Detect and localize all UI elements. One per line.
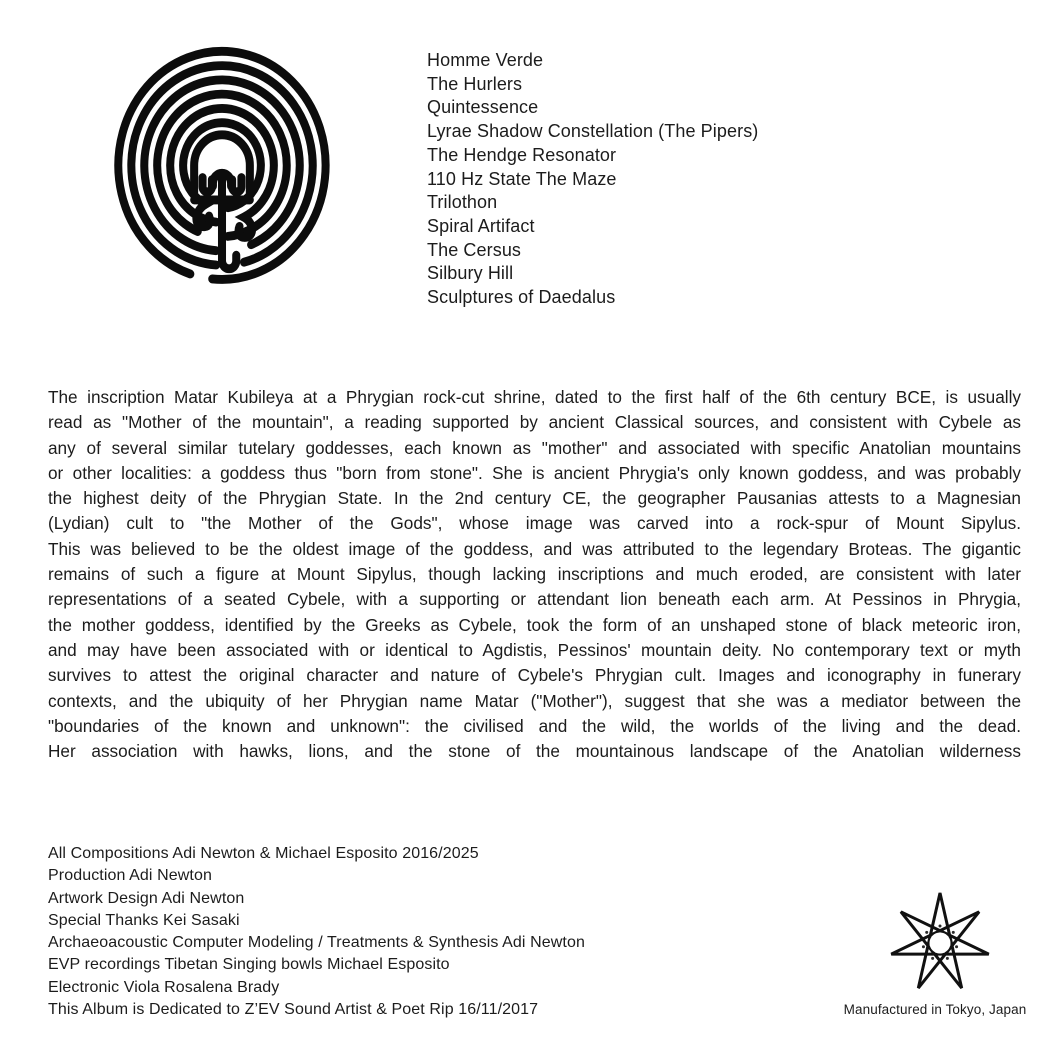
credit-line: All Compositions Adi Newton & Michael Esposito 2016/2025 [48,845,479,862]
liner-notes-line: "boundaries of the known and unknown": the civilised and the wild, the worlds of the living and the dead. [48,715,1021,736]
star-center-circle [930,933,951,954]
liner-notes-line: contexts, and the ubiquity of her Phrygian name Matar ("Mother"), suggest that she was a mediator between the [48,690,1021,711]
liner-notes-line: This was believed to be the oldest image of the goddess, and was attributed to the legendary Broteas. The gigantic [48,538,1021,559]
track-title: Silbury Hill [427,263,514,284]
liner-notes-line: Her association with hawks, lions, and the stone of the mountainous landscape of the Anatolian wilderness [48,741,1021,762]
heptagram-star-icon [883,886,997,1000]
track-title: Spiral Artifact [427,215,535,236]
credit-line: This Album is Dedicated to Z’EV Sound Artist & Poet Rip 16/11/2017 [48,1001,539,1019]
credit-line: Artwork Design Adi Newton [48,889,245,907]
credit-line: Special Thanks Kei Sasaki [48,911,240,929]
credits-block [48,843,585,1021]
liner-notes-line: any of several similar tutelary goddesses, each known as "mother" and associated with specific Anatolian mountains [48,437,1021,458]
track-title: 110 Hz State The Maze [427,168,617,189]
track-title: Trilothon [427,192,498,213]
track-title: The Hendge Resonator [427,144,617,165]
credit-line: EVP recordings Tibetan Singing bowls Michael Esposito [48,956,450,974]
credit-line: Production Adi Newton [48,867,212,885]
liner-notes-line: survives to attest the original character and nature of Cybele's Phrygian cult. Images and iconography in funerary [48,665,1021,686]
credit-line: Archaeoacoustic Computer Modeling / Treatments & Synthesis Adi Newton [48,934,585,952]
track-title: Quintessence [427,97,539,118]
liner-notes-line: representations of a seated Cybele, with a supporting or attendant lion beneath each arm. At Pessinos in Phrygia, [48,589,1021,610]
liner-notes-line: or other localities: a goddess thus "born from stone". She is ancient Phrygia's only known goddess, and was probably [48,462,1021,483]
track-title: Sculptures of Daedalus [427,287,616,308]
labyrinth-icon [108,40,336,288]
track-title: Homme Verde [427,50,544,70]
track-title: The Cersus [427,239,522,260]
track-title: Lyrae Shadow Constellation (The Pipers) [427,121,759,142]
liner-notes-line: and may have been associated with or identical to Agdistis, Pessinos' mountain deity. No contemporary text or myth [48,639,1021,660]
liner-notes-paragraph [48,385,1021,764]
liner-notes-line: the mother goddess, identified by the Greeks as Cybele, took the form of an unshaped stone of black meteoric iron, [48,614,1021,635]
track-list [427,49,758,310]
liner-notes-line: (Lydian) cult to "the Mother of the Gods", whose image was carved into a rock-spur of Mount Sipylus. [48,513,1021,534]
track-title: The Hurlers [427,73,523,94]
credit-line: Electronic Viola Rosalena Brady [48,978,280,996]
liner-notes-line: The inscription Matar Kubileya at a Phrygian rock-cut shrine, dated to the first half of the 6th century BCE, is usually [48,387,1021,407]
liner-notes-line: remains of such a figure at Mount Sipylus, though lacking inscriptions and much eroded, are consistent with later [48,564,1021,585]
manufactured-note: Manufactured in Tokyo, Japan [843,1002,1027,1017]
liner-notes-line: the highest deity of the Phrygian State. In the 2nd century CE, the geographer Pausanias attests to a Magnesian [48,488,1021,509]
liner-notes-line: read as "Mother of the mountain", a reading supported by ancient Classical sources, and consistent with Cybele as [48,412,1021,433]
